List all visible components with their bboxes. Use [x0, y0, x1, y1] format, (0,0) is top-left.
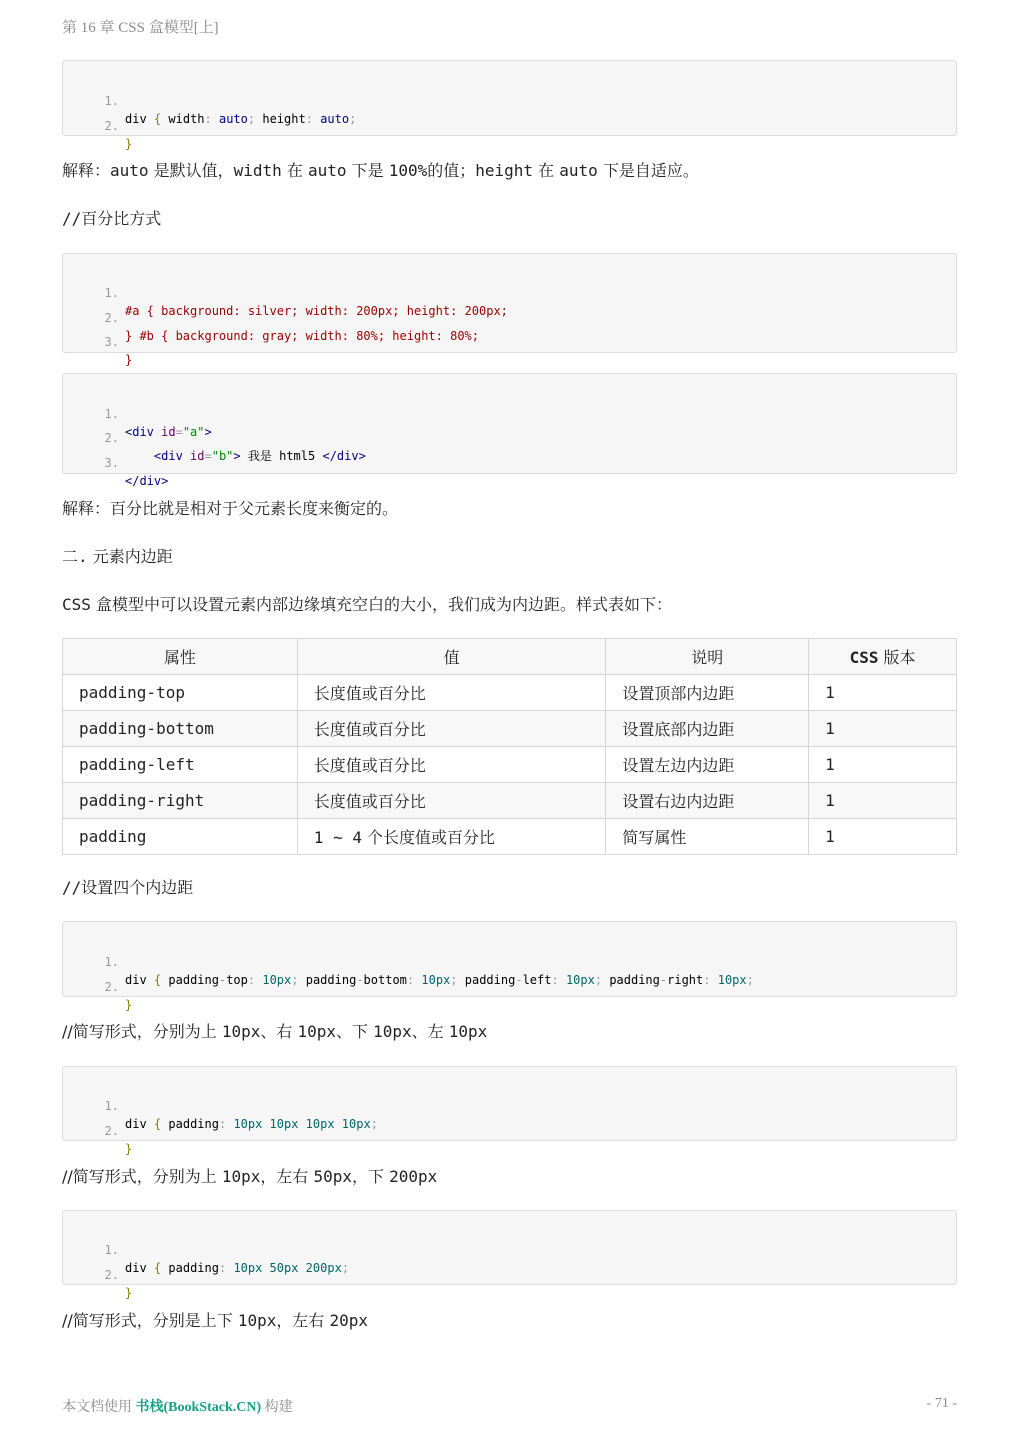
table-cell: padding-top	[63, 675, 298, 711]
comment-line: //简写形式，分别为上 10px、右 10px、下 10px、左 10px	[62, 1022, 488, 1041]
table-row	[63, 711, 957, 747]
line-number: 2.	[104, 311, 119, 325]
explanation-paragraph: 解释：百分比就是相对于父元素长度来衡定的。	[62, 499, 399, 518]
line-number: 2.	[104, 119, 119, 133]
code-token: >	[204, 425, 212, 439]
table-cell: 长度值或百分比	[297, 711, 606, 747]
table-cell: 长度值或百分比	[297, 675, 606, 711]
table-cell: 设置顶部内边距	[606, 675, 809, 711]
line-number: 2.	[104, 1124, 119, 1138]
code-token: :	[305, 112, 313, 126]
code-token: }	[125, 1286, 133, 1300]
table-row	[63, 747, 957, 783]
column-header: 说明	[606, 639, 809, 675]
code-token: id	[161, 425, 176, 439]
code-token: </div>	[125, 474, 169, 488]
line-number: 1.	[104, 1099, 119, 1113]
code-block	[62, 253, 957, 367]
comment-line: //简写形式，分别是上下 10px，左右 20px	[62, 1311, 369, 1330]
page-header: 第 16 章 CSS 盒模型[上]	[62, 20, 219, 36]
code-line: 1. div { padding-top: 10px; padding-bottom: 10px; padding-left: 10px; padding-right: 10px;	[63, 935, 92, 953]
line-number: 3.	[104, 456, 119, 470]
code-token: <div	[125, 425, 154, 439]
code-token: } #b { background: gray; width: 80%; height: 80%;	[125, 329, 480, 343]
page-number: - 71 -	[926, 1396, 957, 1411]
code-block	[62, 60, 957, 151]
code-line	[63, 387, 212, 439]
code-line	[63, 266, 508, 318]
code-line	[63, 436, 169, 488]
comment-line: //百分比方式	[62, 209, 162, 228]
table-cell: 简写属性	[606, 819, 809, 855]
line-number: 1.	[104, 286, 119, 300]
code-token: "a"	[182, 425, 205, 439]
table-cell: padding-right	[63, 783, 298, 819]
line-number: 2.	[104, 1268, 119, 1282]
code-line	[63, 1248, 133, 1300]
table-cell: 设置底部内边距	[606, 711, 809, 747]
table-row	[63, 675, 957, 711]
code-token: 我是 html5	[240, 449, 323, 463]
code-token: width	[168, 112, 205, 126]
table-cell: 长度值或百分比	[297, 783, 606, 819]
table-cell: 设置右边内边距	[606, 783, 809, 819]
table-cell: padding-bottom	[63, 711, 298, 747]
code-token: "b"	[211, 449, 234, 463]
code-token: }	[125, 137, 133, 151]
code-token: height	[262, 112, 306, 126]
line-number: 2.	[104, 431, 119, 445]
bookstack-link[interactable]: 书栈(BookStack.CN)	[135, 1400, 262, 1415]
explanation-paragraph: 解释：auto 是默认值，width 在 auto 下是 100%的值；height 在 auto 下是自适应。	[62, 161, 699, 180]
code-token: =	[175, 425, 183, 439]
code-token: ;	[247, 112, 256, 126]
code-token: }	[125, 1142, 133, 1156]
section-heading: 二. 元素内边距	[62, 547, 173, 566]
line-number: 1.	[104, 955, 119, 969]
table-cell: 1	[809, 747, 957, 783]
code-token: :	[204, 112, 212, 126]
table-cell: padding	[63, 819, 298, 855]
line-number: 3.	[104, 335, 119, 349]
table-cell: 1 ~ 4 个长度值或百分比	[297, 819, 606, 855]
intro-paragraph: CSS 盒模型中可以设置元素内部边缘填充空白的大小，我们成为内边距。样式表如下：	[62, 595, 672, 614]
padding-properties-table	[62, 638, 957, 855]
code-token: auto	[218, 112, 248, 126]
code-line	[63, 99, 133, 151]
comment-line: //简写形式，分别为上 10px，左右 50px，下 200px	[62, 1167, 438, 1186]
code-token: }	[125, 998, 133, 1012]
line-number: 2.	[104, 980, 119, 994]
line-number: 1.	[104, 94, 119, 108]
code-line	[63, 74, 357, 126]
table-row	[63, 783, 957, 819]
code-block	[62, 373, 957, 488]
code-token: </div>	[322, 449, 366, 463]
code-line	[63, 411, 366, 463]
comment-line: //设置四个内边距	[62, 878, 194, 897]
code-block	[62, 1066, 957, 1156]
line-number: 1.	[104, 407, 119, 421]
table-cell: 长度值或百分比	[297, 747, 606, 783]
code-block	[62, 921, 957, 1012]
table-cell: 1	[809, 783, 957, 819]
table-row	[63, 819, 957, 855]
code-token: div	[125, 112, 147, 126]
code-token: }	[125, 353, 133, 367]
column-header: 属性	[63, 639, 298, 675]
table-cell: padding-left	[63, 747, 298, 783]
code-token: {	[153, 112, 162, 126]
table-cell: 1	[809, 711, 957, 747]
footer-credit: 本文档使用 书栈(BookStack.CN) 构建	[62, 1400, 293, 1415]
table-cell: 1	[809, 675, 957, 711]
code-token: id	[190, 449, 205, 463]
table-cell: 设置左边内边距	[606, 747, 809, 783]
code-block	[62, 1210, 957, 1300]
code-line	[63, 315, 133, 367]
column-header: CSS 版本	[809, 639, 957, 675]
table-header-row	[63, 639, 957, 675]
code-line	[63, 960, 133, 1012]
code-line: 1. div { padding: 10px 50px 200px;	[63, 1223, 92, 1241]
code-line	[63, 1104, 133, 1156]
code-token: #a { background: silver; width: 200px; height: 200px;	[125, 304, 508, 318]
code-token: <div	[153, 449, 183, 463]
code-token: auto	[320, 112, 350, 126]
code-token: >	[233, 449, 241, 463]
line-number: 1.	[104, 1243, 119, 1257]
code-token: ;	[349, 112, 357, 126]
table-cell: 1	[809, 819, 957, 855]
code-line: 1. div { padding: 10px 10px 10px 10px;	[63, 1079, 92, 1097]
code-token: =	[204, 449, 212, 463]
column-header: 值	[297, 639, 606, 675]
